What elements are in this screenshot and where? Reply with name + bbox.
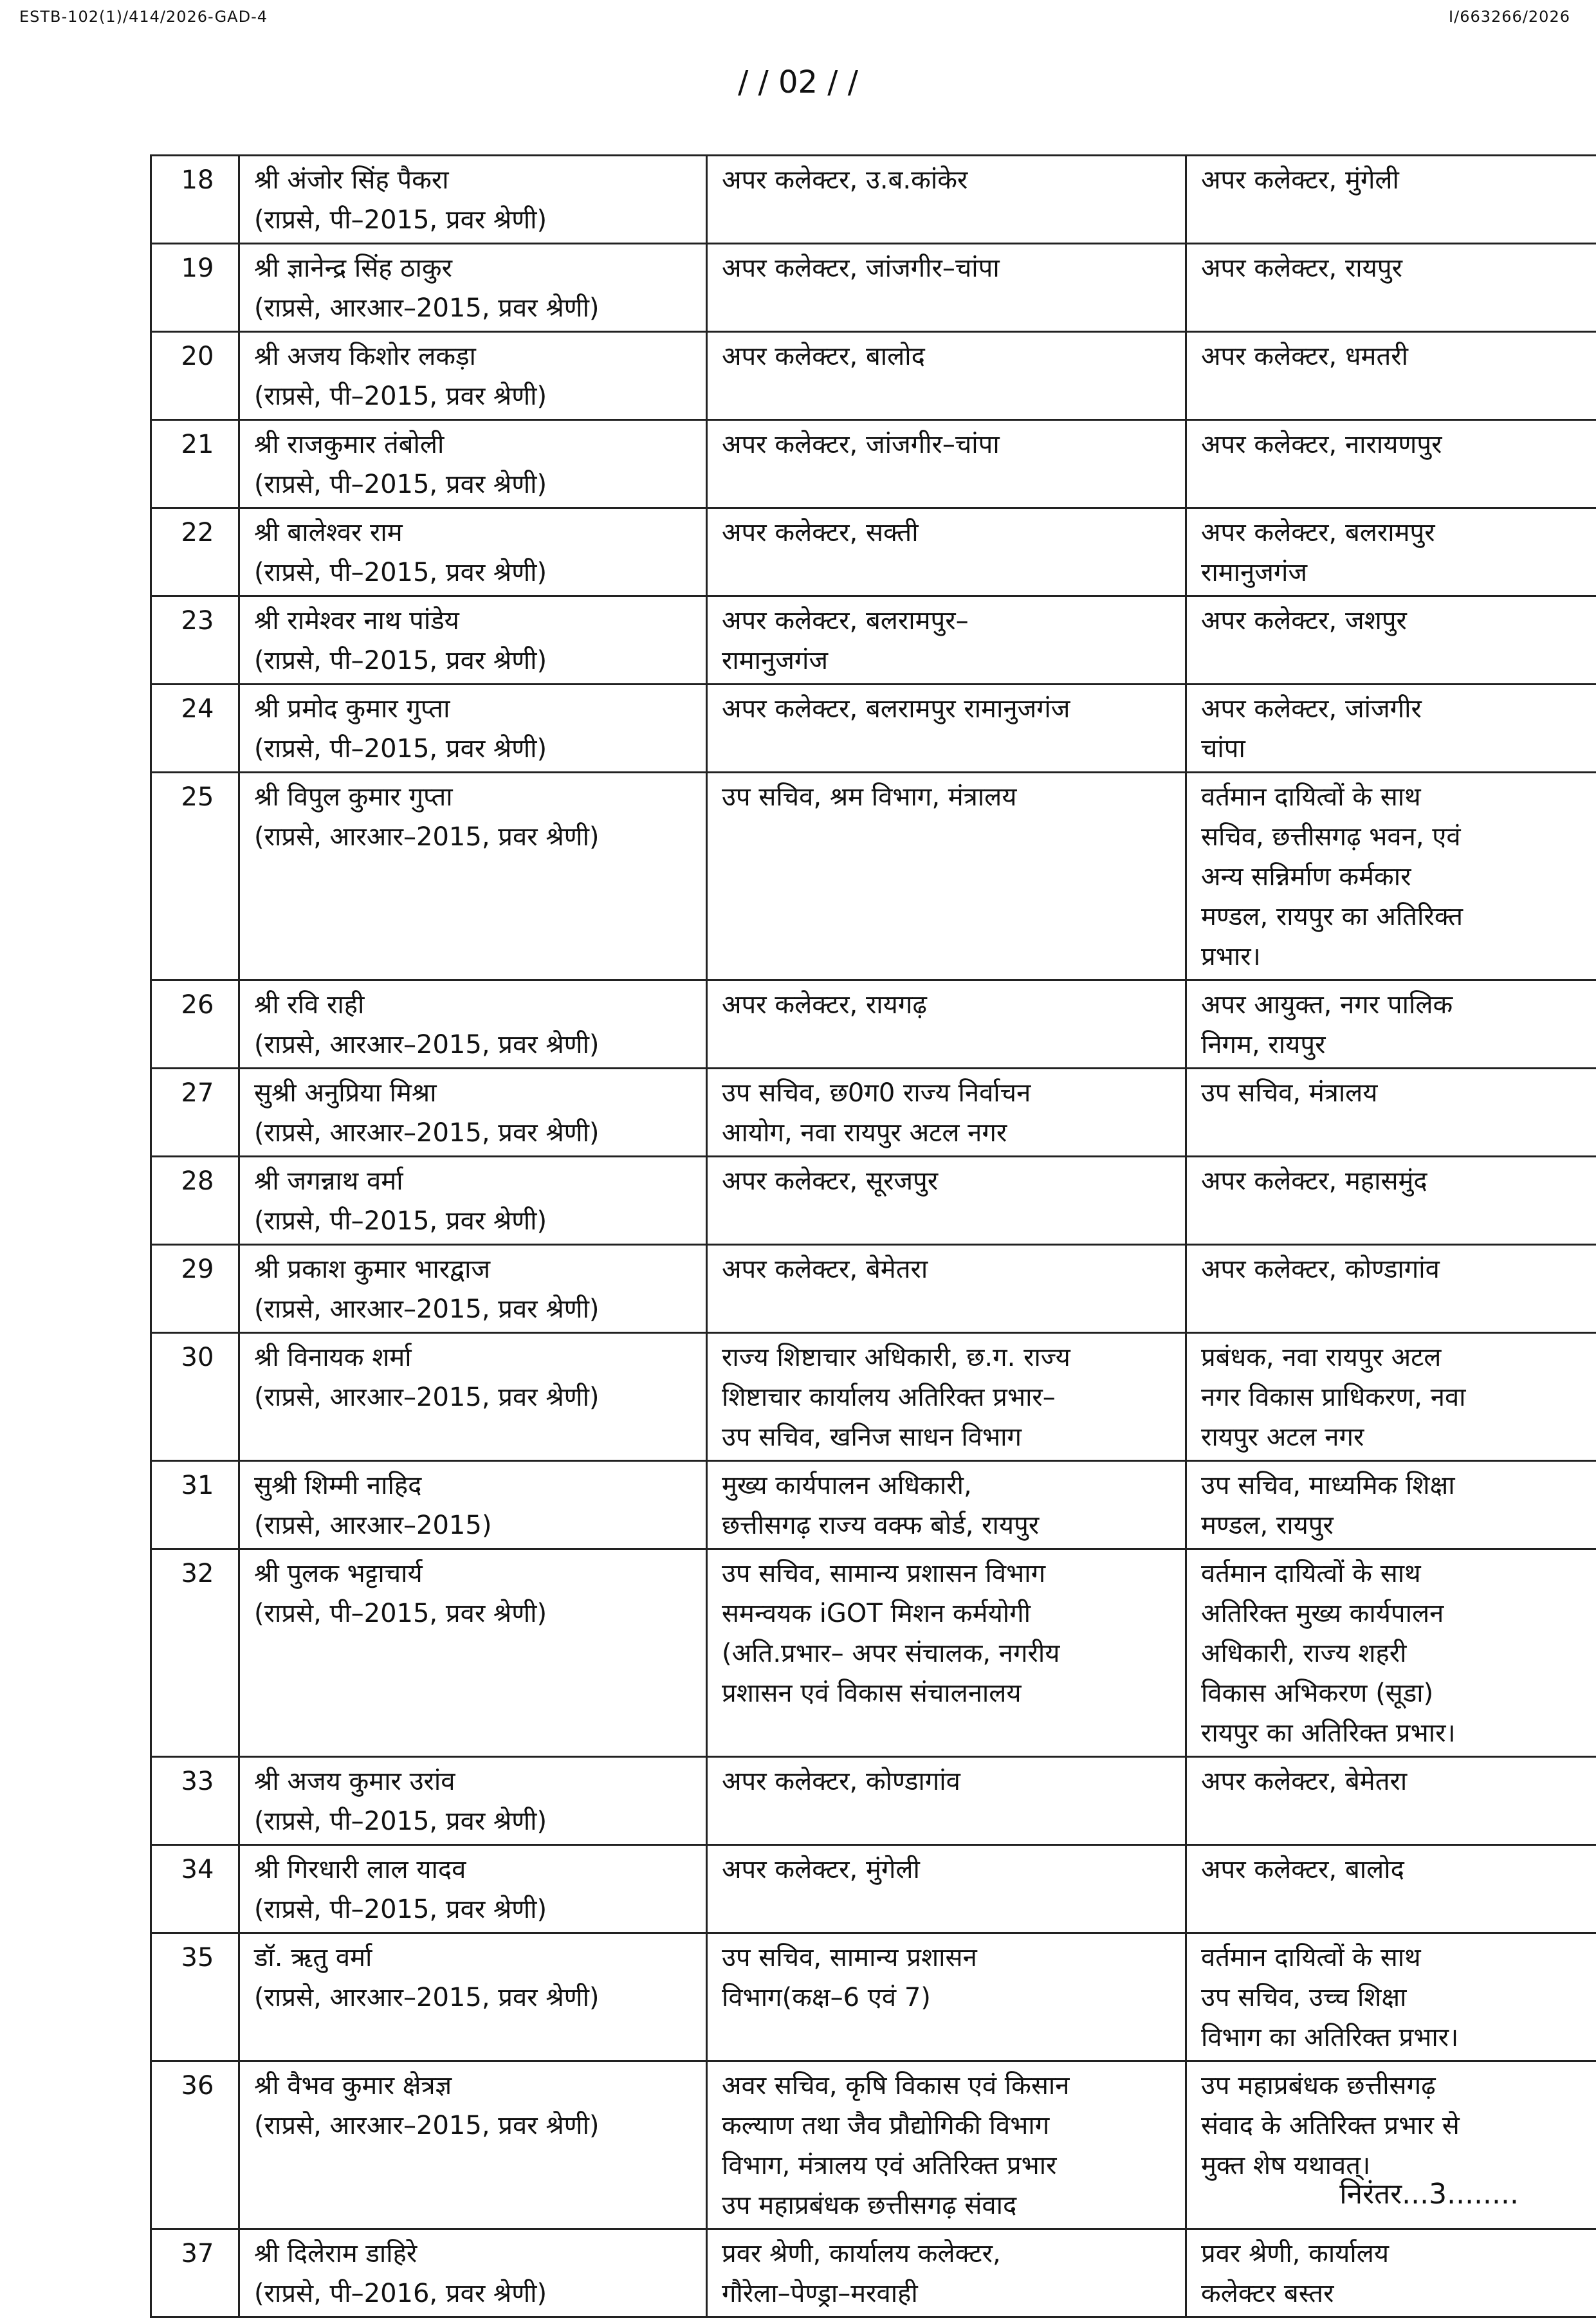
current-posting: [707, 1245, 1186, 1333]
table-row: [151, 1549, 1596, 1757]
serial-number: 32: [151, 1549, 239, 1757]
officer-name: श्री दिलेराम डाहिरे: [254, 2234, 697, 2274]
officer-cadre: (राप्रसे, आरआर–2015, प्रवर श्रेणी): [254, 2106, 697, 2146]
officer-name: श्री ज्ञानेन्द्र सिंह ठाकुर: [254, 248, 697, 288]
officer-cell: [239, 1157, 707, 1245]
officer-cell: [239, 1549, 707, 1757]
new-posting-line: अपर कलेक्टर, बलरामपुर: [1201, 513, 1596, 553]
current-posting-line: आयोग, नवा रायपुर अटल नगर: [722, 1113, 1176, 1153]
officer-name: श्री जगन्नाथ वर्मा: [254, 1161, 697, 1201]
officer-cadre: (राप्रसे, आरआर–2015, प्रवर श्रेणी): [254, 1377, 697, 1417]
officer-cell: [239, 1069, 707, 1157]
transfer-order-table: [150, 154, 1596, 2318]
current-posting-line: अपर कलेक्टर, मुंगेली: [722, 1850, 1176, 1890]
table-row: [151, 980, 1596, 1069]
current-posting-line: अपर कलेक्टर, बालोद: [722, 336, 1176, 376]
table-row: [151, 1845, 1596, 1933]
officer-cadre: (राप्रसे, पी–2015, प्रवर श्रेणी): [254, 376, 697, 416]
serial-number: 35: [151, 1933, 239, 2061]
officer-cell: [239, 244, 707, 332]
current-posting-line: उप सचिव, श्रम विभाग, मंत्रालय: [722, 777, 1176, 817]
current-posting: [707, 1845, 1186, 1933]
current-posting: [707, 2229, 1186, 2317]
new-posting-line: अधिकारी, राज्य शहरी: [1201, 1633, 1596, 1673]
new-posting-line: रामानुजगंज: [1201, 553, 1596, 593]
new-posting: [1186, 1757, 1596, 1845]
document-reference: ESTB-102(1)/414/2026-GAD-4: [19, 8, 268, 26]
officer-name: श्री रामेश्वर नाथ पांडेय: [254, 601, 697, 641]
current-posting-line: अपर कलेक्टर, बेमेतरा: [722, 1249, 1176, 1289]
officer-cadre: (राप्रसे, पी–2015, प्रवर श्रेणी): [254, 641, 697, 681]
current-posting-line: अपर कलेक्टर, बलरामपुर–: [722, 601, 1176, 641]
current-posting-line: अपर कलेक्टर, सूरजपुर: [722, 1161, 1176, 1201]
new-posting-line: मण्डल, रायपुर का अतिरिक्त: [1201, 897, 1596, 937]
table-row: [151, 685, 1596, 773]
officer-name: श्री अजय किशोर लकड़ा: [254, 336, 697, 376]
current-posting-line: उप सचिव, सामान्य प्रशासन विभाग: [722, 1554, 1176, 1594]
serial-number: 37: [151, 2229, 239, 2317]
new-posting: [1186, 2229, 1596, 2317]
officer-cell: [239, 1245, 707, 1333]
current-posting-line: उप सचिव, खनिज साधन विभाग: [722, 1417, 1176, 1457]
current-posting: [707, 1157, 1186, 1245]
new-posting-line: वर्तमान दायित्वों के साथ: [1201, 777, 1596, 817]
officer-cadre: (राप्रसे, आरआर–2015, प्रवर श्रेणी): [254, 1978, 697, 2018]
officer-cell: [239, 980, 707, 1069]
officer-name: श्री गिरधारी लाल यादव: [254, 1850, 697, 1890]
table-row: [151, 773, 1596, 980]
current-posting: [707, 156, 1186, 244]
new-posting-line: अपर कलेक्टर, रायपुर: [1201, 248, 1596, 288]
table-row: [151, 508, 1596, 596]
serial-number: 28: [151, 1157, 239, 1245]
officer-name: श्री वैभव कुमार क्षेत्रज्ञ: [254, 2066, 697, 2106]
officer-cadre: (राप्रसे, आरआर–2015, प्रवर श्रेणी): [254, 1289, 697, 1329]
current-posting: [707, 420, 1186, 508]
current-posting: [707, 596, 1186, 685]
table-body: [151, 156, 1596, 2317]
current-posting-line: उप सचिव, छ0ग0 राज्य निर्वाचन: [722, 1073, 1176, 1113]
officer-name: श्री रवि राही: [254, 985, 697, 1025]
new-posting: [1186, 1157, 1596, 1245]
officer-cell: [239, 1757, 707, 1845]
officer-cadre: (राप्रसे, आरआर–2015, प्रवर श्रेणी): [254, 1025, 697, 1065]
table-row: [151, 1461, 1596, 1549]
officer-cadre: (राप्रसे, आरआर–2015): [254, 1505, 697, 1545]
serial-number: 23: [151, 596, 239, 685]
officer-cell: [239, 773, 707, 980]
officer-cell: [239, 1333, 707, 1461]
new-posting-line: वर्तमान दायित्वों के साथ: [1201, 1938, 1596, 1978]
officer-name: श्री विपुल कुमार गुप्ता: [254, 777, 697, 817]
current-posting-line: विभाग, मंत्रालय एवं अतिरिक्त प्रभार: [722, 2146, 1176, 2185]
officer-name: सुश्री शिम्मी नाहिद: [254, 1466, 697, 1505]
new-posting-line: विभाग का अतिरिक्त प्रभार।: [1201, 2018, 1596, 2057]
page-number: / / 02 / /: [0, 64, 1596, 100]
officer-cell: [239, 1461, 707, 1549]
serial-number: 19: [151, 244, 239, 332]
new-posting-line: अतिरिक्त मुख्य कार्यपालन: [1201, 1594, 1596, 1633]
new-posting-line: अपर कलेक्टर, जांजगीर: [1201, 689, 1596, 729]
serial-number: 20: [151, 332, 239, 420]
new-posting-line: उप सचिव, मंत्रालय: [1201, 1073, 1596, 1113]
new-posting: [1186, 980, 1596, 1069]
new-posting: [1186, 1549, 1596, 1757]
table-row: [151, 420, 1596, 508]
new-posting-line: प्रवर श्रेणी, कार्यालय: [1201, 2234, 1596, 2274]
new-posting-line: उप सचिव, माध्यमिक शिक्षा: [1201, 1466, 1596, 1505]
officer-cell: [239, 685, 707, 773]
officer-name: श्री बालेश्वर राम: [254, 513, 697, 553]
new-posting: [1186, 773, 1596, 980]
officer-cell: [239, 508, 707, 596]
new-posting: [1186, 685, 1596, 773]
new-posting: [1186, 1245, 1596, 1333]
current-posting: [707, 1757, 1186, 1845]
table-row: [151, 2229, 1596, 2317]
new-posting-line: अपर आयुक्त, नगर पालिक: [1201, 985, 1596, 1025]
officer-cadre: (राप्रसे, पी–2015, प्रवर श्रेणी): [254, 729, 697, 769]
new-posting: [1186, 1845, 1596, 1933]
new-posting-line: सचिव, छत्तीसगढ़ भवन, एवं: [1201, 817, 1596, 857]
current-posting-line: उप महाप्रबंधक छत्तीसगढ़ संवाद: [722, 2185, 1176, 2225]
table-row: [151, 1245, 1596, 1333]
table-row: [151, 1157, 1596, 1245]
table-row: [151, 1333, 1596, 1461]
new-posting-line: विकास अभिकरण (सूडा): [1201, 1673, 1596, 1713]
table-row: [151, 1069, 1596, 1157]
new-posting-line: उप सचिव, उच्च शिक्षा: [1201, 1978, 1596, 2018]
current-posting-line: अपर कलेक्टर, जांजगीर–चांपा: [722, 425, 1176, 465]
officer-cadre: (राप्रसे, आरआर–2015, प्रवर श्रेणी): [254, 817, 697, 857]
current-posting: [707, 980, 1186, 1069]
officer-cadre: (राप्रसे, पी–2016, प्रवर श्रेणी): [254, 2274, 697, 2313]
current-posting-line: समन्वयक iGOT मिशन कर्मयोगी: [722, 1594, 1176, 1633]
officer-name: श्री अजय कुमार उरांव: [254, 1761, 697, 1801]
current-posting-line: अपर कलेक्टर, बलरामपुर रामानुजगंज: [722, 689, 1176, 729]
officer-name: श्री पुलक भट्टाचार्य: [254, 1554, 697, 1594]
serial-number: 27: [151, 1069, 239, 1157]
receipt-number: I/663266/2026: [1449, 8, 1570, 26]
table-row: [151, 332, 1596, 420]
table-row: [151, 156, 1596, 244]
officer-name: श्री प्रमोद कुमार गुप्ता: [254, 689, 697, 729]
new-posting: [1186, 1461, 1596, 1549]
current-posting-line: विभाग(कक्ष–6 एवं 7): [722, 1978, 1176, 2018]
officer-cadre: (राप्रसे, पी–2015, प्रवर श्रेणी): [254, 553, 697, 593]
current-posting-line: राज्य शिष्टाचार अधिकारी, छ.ग. राज्य: [722, 1338, 1176, 1377]
officer-name: श्री विनायक शर्मा: [254, 1338, 697, 1377]
current-posting: [707, 773, 1186, 980]
new-posting-line: अपर कलेक्टर, मुंगेली: [1201, 160, 1596, 200]
new-posting-line: निगम, रायपुर: [1201, 1025, 1596, 1065]
current-posting: [707, 1933, 1186, 2061]
officer-cell: [239, 2061, 707, 2229]
new-posting: [1186, 1333, 1596, 1461]
new-posting-line: अपर कलेक्टर, बालोद: [1201, 1850, 1596, 1890]
officer-name: श्री राजकुमार तंबोली: [254, 425, 697, 465]
officer-name: श्री प्रकाश कुमार भारद्वाज: [254, 1249, 697, 1289]
serial-number: 29: [151, 1245, 239, 1333]
new-posting: [1186, 332, 1596, 420]
new-posting-line: प्रभार।: [1201, 937, 1596, 977]
current-posting-line: अवर सचिव, कृषि विकास एवं किसान: [722, 2066, 1176, 2106]
current-posting-line: (अति.प्रभार– अपर संचालक, नगरीय: [722, 1633, 1176, 1673]
new-posting-line: अपर कलेक्टर, जशपुर: [1201, 601, 1596, 641]
current-posting-line: उप सचिव, सामान्य प्रशासन: [722, 1938, 1176, 1978]
serial-number: 22: [151, 508, 239, 596]
serial-number: 26: [151, 980, 239, 1069]
officer-cell: [239, 420, 707, 508]
officer-cadre: (राप्रसे, पी–2015, प्रवर श्रेणी): [254, 1801, 697, 1841]
serial-number: 25: [151, 773, 239, 980]
new-posting-line: रायपुर का अतिरिक्त प्रभार।: [1201, 1713, 1596, 1753]
current-posting-line: अपर कलेक्टर, कोण्डागांव: [722, 1761, 1176, 1801]
officer-cell: [239, 596, 707, 685]
current-posting: [707, 1461, 1186, 1549]
serial-number: 24: [151, 685, 239, 773]
current-posting-line: अपर कलेक्टर, सक्ती: [722, 513, 1176, 553]
new-posting-line: अपर कलेक्टर, नारायणपुर: [1201, 425, 1596, 465]
current-posting-line: छत्तीसगढ़ राज्य वक्फ बोर्ड, रायपुर: [722, 1505, 1176, 1545]
table-row: [151, 1757, 1596, 1845]
new-posting-line: कलेक्टर बस्तर: [1201, 2274, 1596, 2313]
new-posting-line: अन्य सन्निर्माण कर्मकार: [1201, 857, 1596, 897]
new-posting-line: रायपुर अटल नगर: [1201, 1417, 1596, 1457]
new-posting-line: वर्तमान दायित्वों के साथ: [1201, 1554, 1596, 1594]
officer-cadre: (राप्रसे, आरआर–2015, प्रवर श्रेणी): [254, 1113, 697, 1153]
new-posting: [1186, 1933, 1596, 2061]
new-posting: [1186, 508, 1596, 596]
new-posting-line: मुक्त शेष यथावत्।: [1201, 2146, 1596, 2185]
new-posting-line: अपर कलेक्टर, धमतरी: [1201, 336, 1596, 376]
officer-cell: [239, 156, 707, 244]
new-posting-line: अपर कलेक्टर, कोण्डागांव: [1201, 1249, 1596, 1289]
new-posting: [1186, 596, 1596, 685]
current-posting-line: अपर कलेक्टर, उ.ब.कांकेर: [722, 160, 1176, 200]
continued-note: निरंतर...3........: [1339, 2173, 1519, 2212]
new-posting: [1186, 244, 1596, 332]
current-posting: [707, 332, 1186, 420]
current-posting: [707, 1549, 1186, 1757]
serial-number: 30: [151, 1333, 239, 1461]
officer-cell: [239, 1933, 707, 2061]
current-posting-line: कल्याण तथा जैव प्रौद्योगिकी विभाग: [722, 2106, 1176, 2146]
current-posting-line: प्रशासन एवं विकास संचालनालय: [722, 1673, 1176, 1713]
new-posting: [1186, 156, 1596, 244]
current-posting-line: अपर कलेक्टर, जांजगीर–चांपा: [722, 248, 1176, 288]
officer-cell: [239, 2229, 707, 2317]
current-posting-line: रामानुजगंज: [722, 641, 1176, 681]
table-row: [151, 596, 1596, 685]
table-row: [151, 1933, 1596, 2061]
officer-cadre: (राप्रसे, पी–2015, प्रवर श्रेणी): [254, 1201, 697, 1241]
officer-cadre: (राप्रसे, पी–2015, प्रवर श्रेणी): [254, 465, 697, 504]
officer-cadre: (राप्रसे, पी–2015, प्रवर श्रेणी): [254, 1890, 697, 1929]
current-posting: [707, 685, 1186, 773]
serial-number: 31: [151, 1461, 239, 1549]
serial-number: 36: [151, 2061, 239, 2229]
serial-number: 21: [151, 420, 239, 508]
new-posting-line: अपर कलेक्टर, बेमेतरा: [1201, 1761, 1596, 1801]
new-posting-line: मण्डल, रायपुर: [1201, 1505, 1596, 1545]
current-posting-line: अपर कलेक्टर, रायगढ़: [722, 985, 1176, 1025]
current-posting: [707, 1069, 1186, 1157]
current-posting-line: गौरेला–पेण्ड्रा–मरवाही: [722, 2274, 1176, 2313]
new-posting-line: संवाद के अतिरिक्त प्रभार से: [1201, 2106, 1596, 2146]
new-posting-line: अपर कलेक्टर, महासमुंद: [1201, 1161, 1596, 1201]
new-posting-line: चांपा: [1201, 729, 1596, 769]
current-posting-line: मुख्य कार्यपालन अधिकारी,: [722, 1466, 1176, 1505]
current-posting: [707, 2061, 1186, 2229]
officer-name: डॉ. ऋतु वर्मा: [254, 1938, 697, 1978]
table-row: [151, 244, 1596, 332]
new-posting-line: उप महाप्रबंधक छत्तीसगढ़: [1201, 2066, 1596, 2106]
serial-number: 34: [151, 1845, 239, 1933]
current-posting: [707, 244, 1186, 332]
officer-cell: [239, 1845, 707, 1933]
officer-cadre: (राप्रसे, पी–2015, प्रवर श्रेणी): [254, 1594, 697, 1633]
serial-number: 33: [151, 1757, 239, 1845]
current-posting-line: शिष्टाचार कार्यालय अतिरिक्त प्रभार–: [722, 1377, 1176, 1417]
officer-cadre: (राप्रसे, आरआर–2015, प्रवर श्रेणी): [254, 288, 697, 328]
new-posting: [1186, 420, 1596, 508]
officer-cadre: (राप्रसे, पी–2015, प्रवर श्रेणी): [254, 200, 697, 240]
serial-number: 18: [151, 156, 239, 244]
new-posting-line: नगर विकास प्राधिकरण, नवा: [1201, 1377, 1596, 1417]
new-posting-line: प्रबंधक, नवा रायपुर अटल: [1201, 1338, 1596, 1377]
new-posting: [1186, 1069, 1596, 1157]
current-posting: [707, 1333, 1186, 1461]
current-posting: [707, 508, 1186, 596]
officer-name: श्री अंजोर सिंह पैकरा: [254, 160, 697, 200]
officer-cell: [239, 332, 707, 420]
officer-name: सुश्री अनुप्रिया मिश्रा: [254, 1073, 697, 1113]
current-posting-line: प्रवर श्रेणी, कार्यालय कलेक्टर,: [722, 2234, 1176, 2274]
